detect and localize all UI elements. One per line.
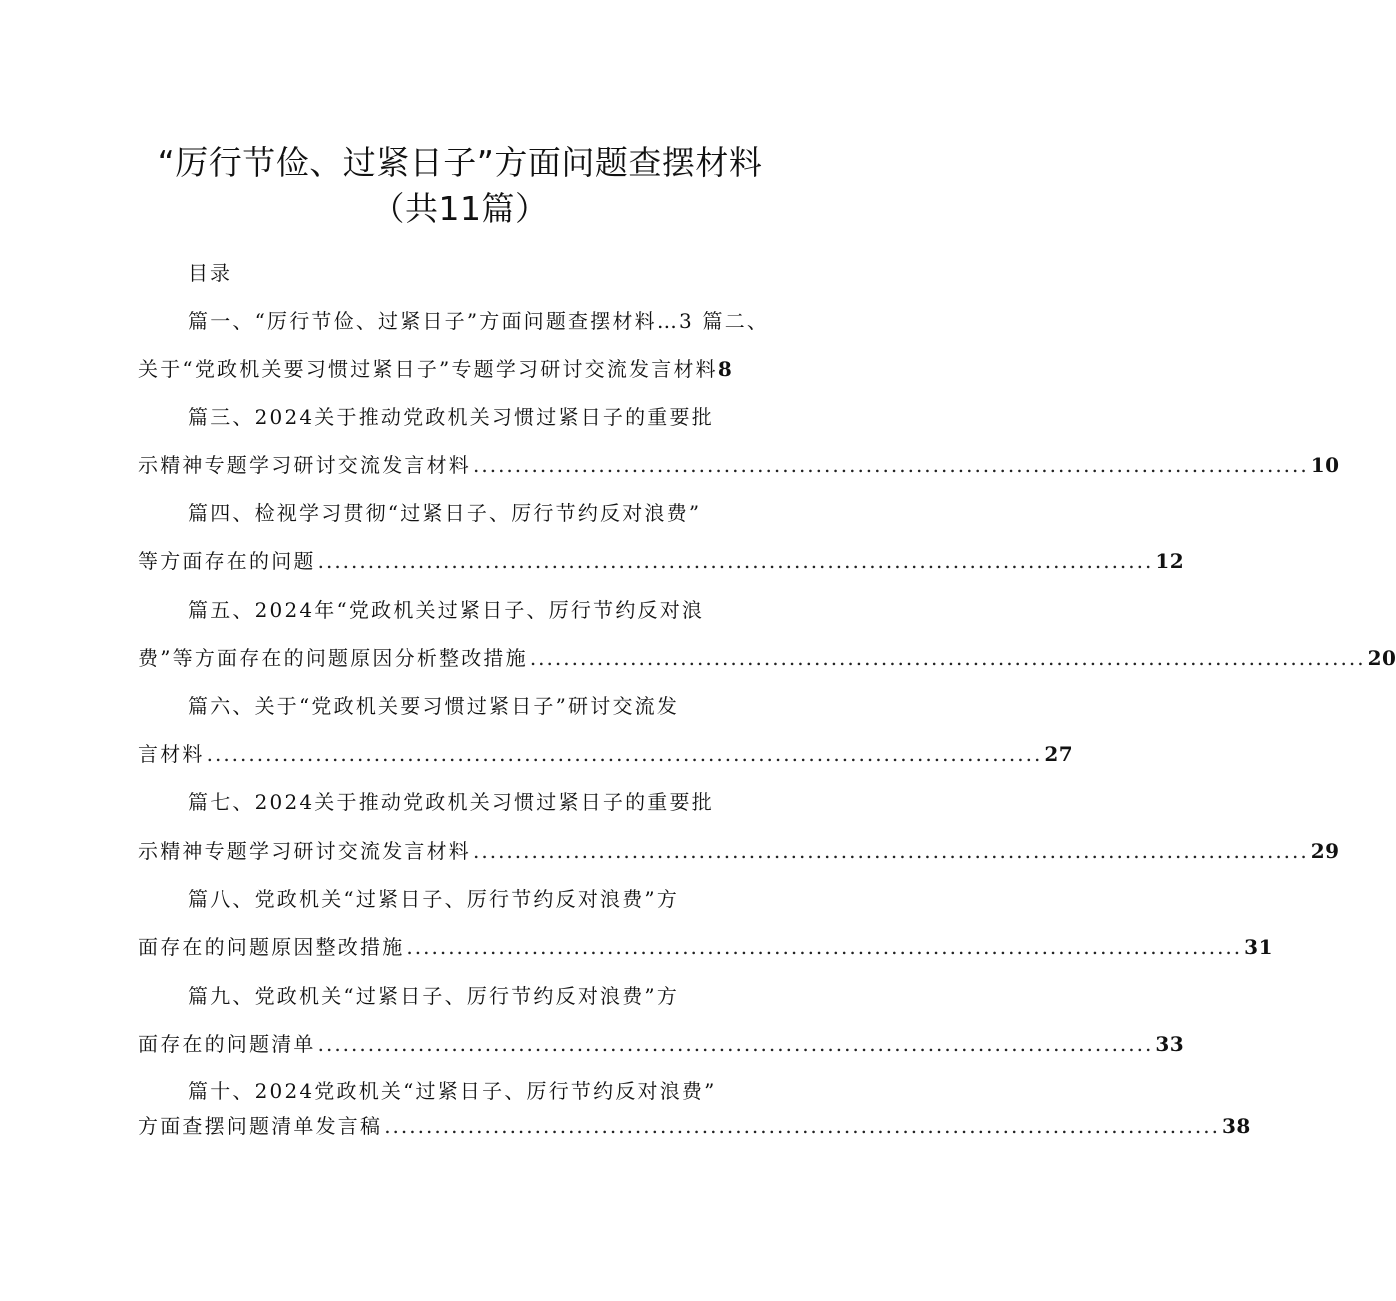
toc-entry-line[interactable] — [138, 740, 1074, 768]
toc-entry-text: 示精神专题学习研讨交流发言材料 — [138, 453, 471, 477]
toc-entry-text: 篇四、检视学习贯彻“过紧日子、厉行节约反对浪费” — [188, 501, 702, 525]
toc-entry-line[interactable] — [188, 788, 728, 816]
toc-heading: 目录 — [188, 261, 232, 285]
toc-entry-line[interactable] — [188, 596, 728, 624]
toc-entry-line[interactable] — [138, 451, 1340, 479]
toc-entry-text: 等方面存在的问题 — [138, 549, 316, 573]
toc-entry-text: 方面查摆问题清单发言稿 — [138, 1114, 383, 1138]
document-title: “厉行节俭、过紧日子”方面问题查摆材料 — [157, 143, 763, 182]
toc-entry-text: 篇六、关于“党政机关要习惯过紧日子”研讨交流发 — [188, 694, 680, 718]
dot-leader: .................................................................................................... — [406, 935, 1243, 959]
toc-entry-line[interactable] — [138, 1112, 1251, 1140]
dot-leader: .................................................................................................... — [473, 839, 1309, 863]
toc-page-number: 38 — [1221, 1114, 1251, 1138]
toc-page-number: 27 — [1044, 742, 1074, 766]
dot-leader: .................................................................................................... — [529, 646, 1366, 670]
toc-page-number: 10 — [1310, 453, 1340, 477]
toc-entry-text: 言材料 — [138, 742, 205, 766]
dot-leader: .................................................................................................... — [473, 453, 1309, 477]
toc-entry-text: 篇五、2024年“党政机关过紧日子、厉行节约反对浪 — [188, 598, 705, 622]
toc-page-number: 20 — [1367, 646, 1396, 670]
toc-entry-text: 篇八、党政机关“过紧日子、厉行节约反对浪费”方 — [188, 887, 680, 911]
toc-entry-line[interactable] — [188, 885, 728, 913]
toc-entry-line[interactable] — [188, 692, 728, 720]
toc-entry-line[interactable] — [138, 837, 1340, 865]
toc-entry-text: 篇十、2024党政机关“过紧日子、厉行节约反对浪费” — [188, 1079, 717, 1103]
toc-entry-text: 篇九、党政机关“过紧日子、厉行节约反对浪费”方 — [188, 984, 680, 1008]
toc-entry-line[interactable] — [138, 355, 778, 383]
toc-page-number: 12 — [1155, 549, 1185, 573]
toc-page-number: 8 — [717, 357, 734, 381]
toc-entry-text: 费”等方面存在的问题原因分析整改措施 — [138, 646, 528, 670]
document-subtitle-count: （共11篇） — [371, 189, 549, 228]
toc-entry-text: 篇三、2024关于推动党政机关习惯过紧日子的重要批 — [188, 405, 714, 429]
toc-page-number: 29 — [1310, 839, 1340, 863]
dot-leader: .................................................................................................... — [317, 549, 1154, 573]
toc-entry-line[interactable] — [138, 1030, 1185, 1058]
dot-leader: .................................................................................................... — [384, 1114, 1220, 1138]
toc-entry-line[interactable] — [188, 1077, 788, 1105]
dot-leader: .................................................................................................... — [206, 742, 1043, 766]
toc-entry-line[interactable] — [138, 644, 1396, 672]
toc-entry-line[interactable] — [188, 982, 728, 1010]
toc-page-number: 33 — [1155, 1032, 1185, 1056]
toc-entry-text: 面存在的问题原因整改措施 — [138, 935, 405, 959]
toc-entry-line[interactable] — [138, 933, 1273, 961]
toc-entry-line[interactable] — [188, 499, 728, 527]
toc-entry-text: 篇七、2024关于推动党政机关习惯过紧日子的重要批 — [188, 790, 714, 814]
dot-leader: .................................................................................................... — [317, 1032, 1154, 1056]
toc-entry-line[interactable] — [188, 403, 728, 431]
toc-entry-line[interactable] — [138, 547, 1185, 575]
toc-entry-line[interactable] — [188, 307, 808, 335]
toc-entry-text: 篇一、“厉行节俭、过紧日子”方面问题查摆材料…3 篇二、 — [188, 309, 770, 333]
toc-page-number: 31 — [1244, 935, 1273, 959]
toc-entry-text: 关于“党政机关要习惯过紧日子”专题学习研讨交流发言材料 — [138, 357, 718, 381]
toc-entry-text: 示精神专题学习研讨交流发言材料 — [138, 839, 471, 863]
toc-entry-text: 面存在的问题清单 — [138, 1032, 316, 1056]
